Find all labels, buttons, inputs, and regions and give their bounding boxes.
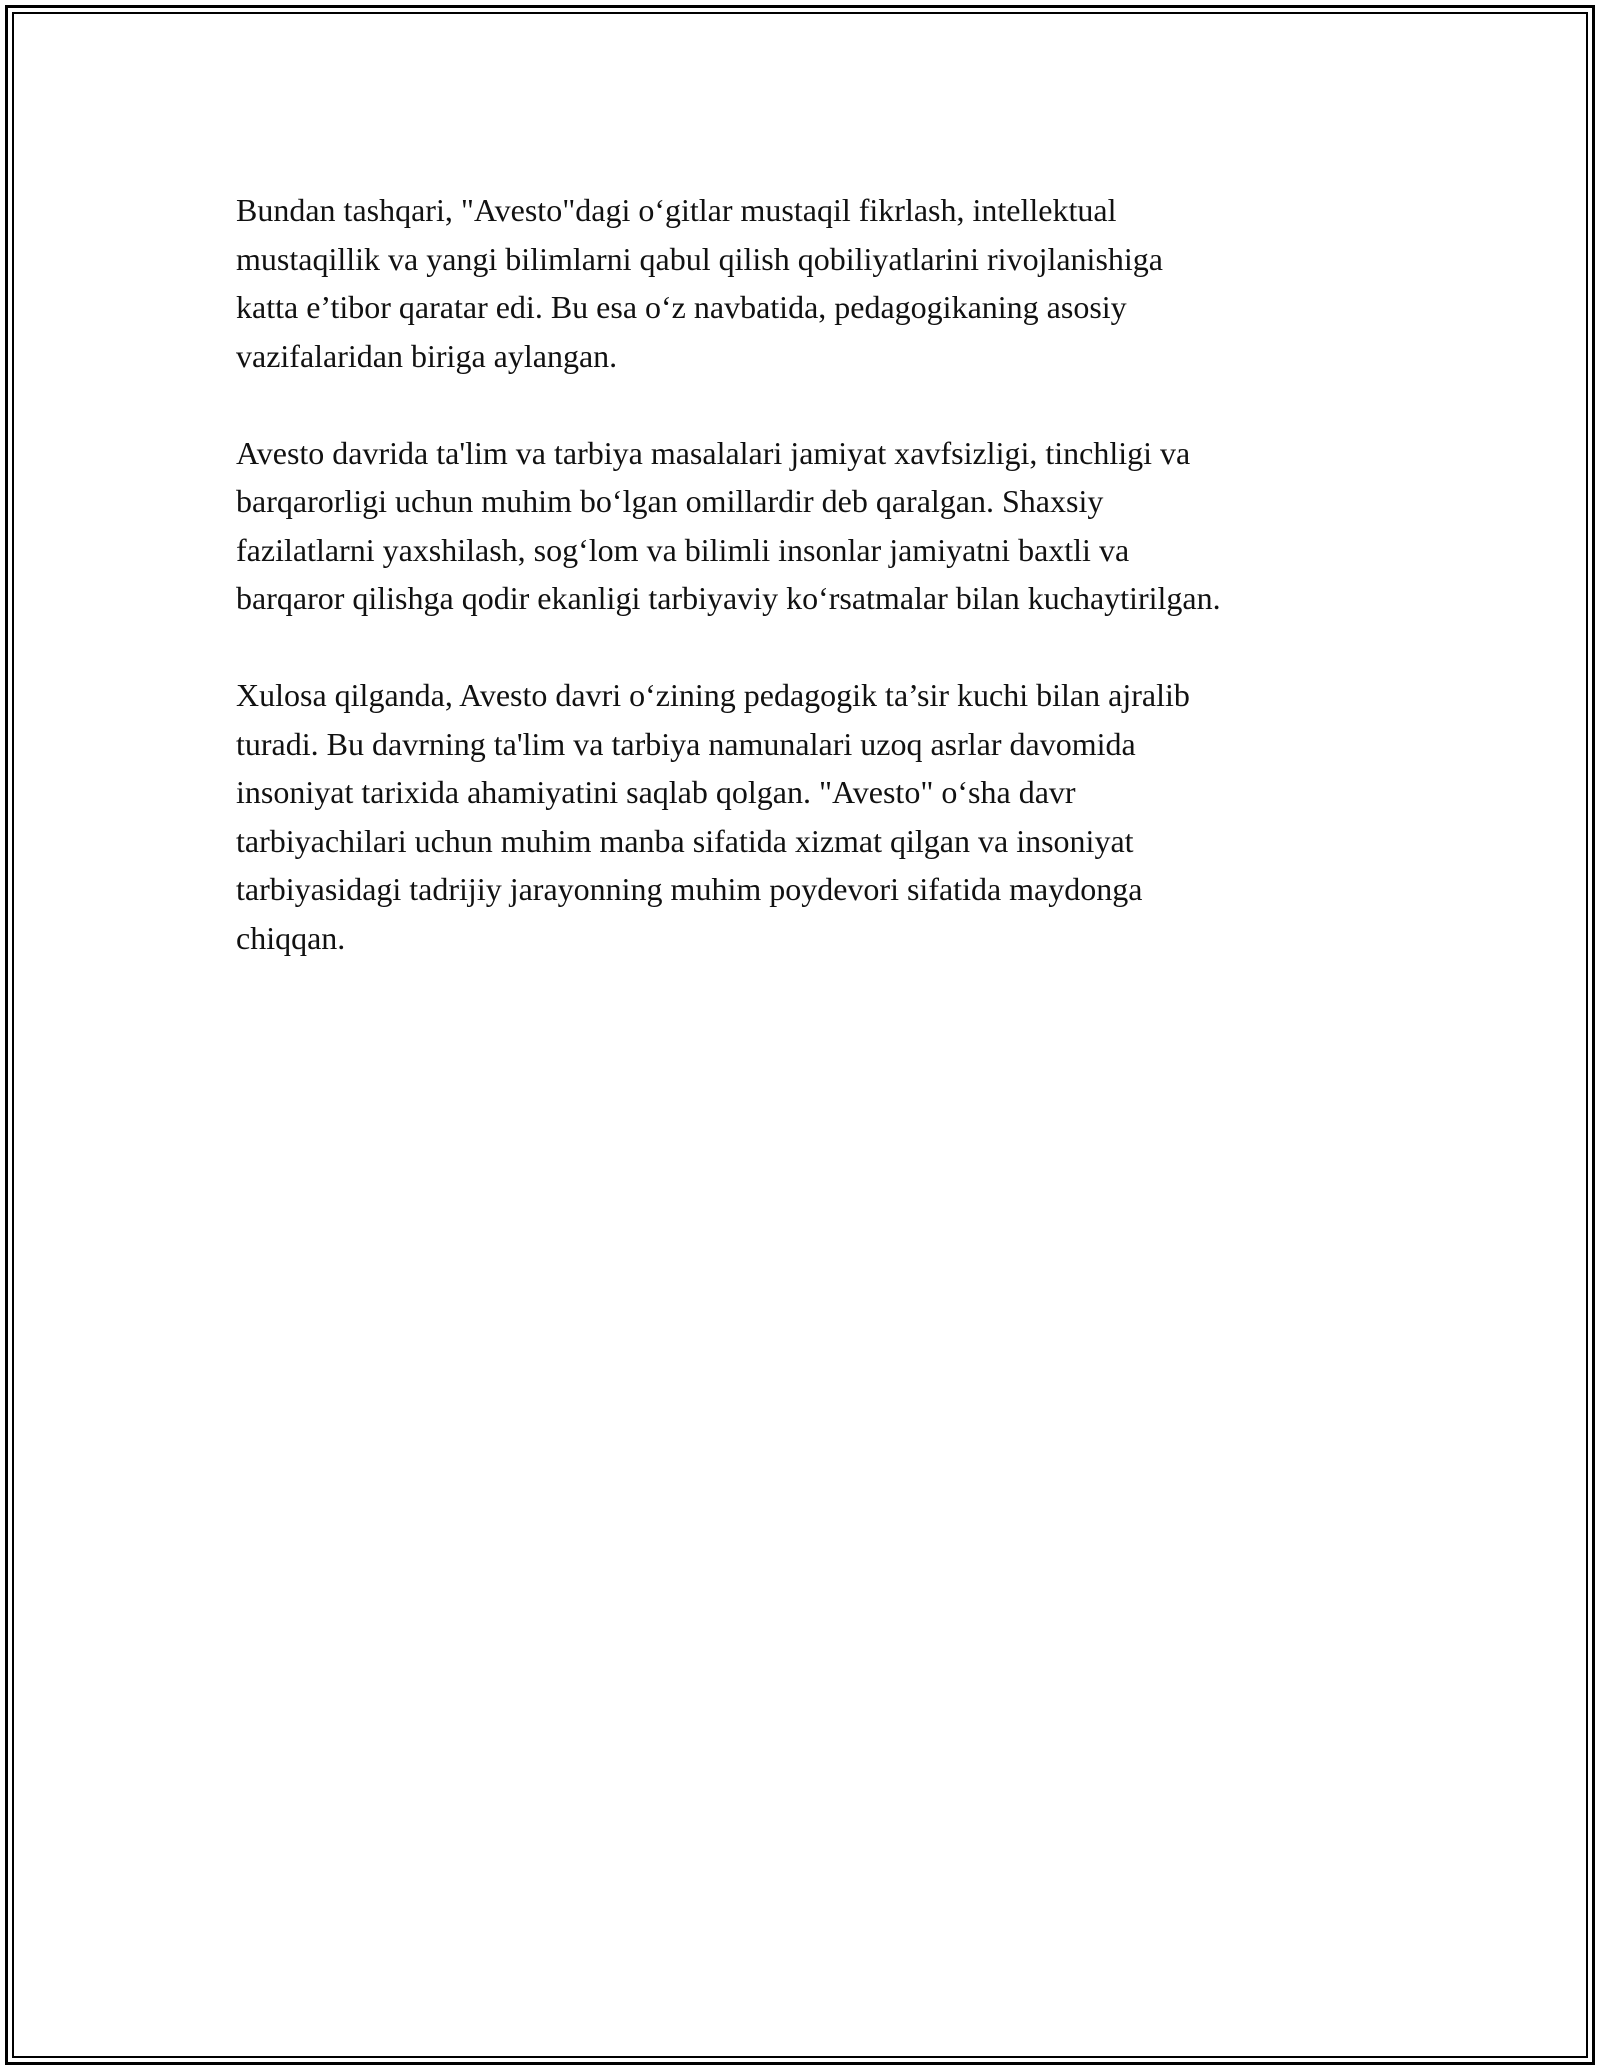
text-line: fazilatlarni yaxshilash, sog‘lom va bilimli insonlar jamiyatni baxtli va (236, 531, 1130, 568)
text-line: insoniyat tarixida ahamiyatini saqlab qolgan. "Avesto" o‘sha davr (236, 774, 1076, 810)
paragraph-3 (236, 671, 1396, 962)
text-line: Xulosa qilganda, Avesto davri o‘zining pedagogik ta’sir kuchi bilan ajralib (236, 677, 1190, 713)
text-line: Avesto davrida ta'lim va tarbiya masalalari jamiyat xavfsizligi, tinchligi va (236, 434, 1191, 471)
paragraph-2 (236, 429, 1396, 623)
text-line: vazifalaridan biriga aylangan. (236, 337, 618, 374)
text-line: tarbiyasidagi tadrijiy jarayonning muhim poydevori sifatida maydonga (236, 871, 1143, 907)
text-line: Bundan tashqari, "Avesto"dagi o‘gitlar mustaqil fikrlash, intellektual (236, 192, 1117, 228)
paragraph-1 (236, 186, 1396, 380)
text-line: katta e’tibor qaratar edi. Bu esa o‘z navbatida, pedagogikaning asosiy (236, 289, 1127, 325)
text-line: chiqqan. (236, 919, 346, 956)
document-body (236, 186, 1396, 1011)
text-line: tarbiyachilari uchun muhim manba sifatida xizmat qilgan va insoniyat (236, 822, 1134, 859)
text-line: mustaqillik va yangi bilimlarni qabul qilish qobiliyatlarini rivojlanishiga (236, 240, 1163, 277)
text-line: barqarorligi uchun muhim bo‘lgan omillardir deb qaralgan. Shaxsiy (236, 483, 1104, 519)
text-line: turadi. Bu davrning ta'lim va tarbiya namunalari uzoq asrlar davomida (236, 725, 1136, 762)
text-line: barqaror qilishga qodir ekanligi tarbiyaviy ko‘rsatmalar bilan kuchaytirilgan. (236, 580, 1221, 616)
